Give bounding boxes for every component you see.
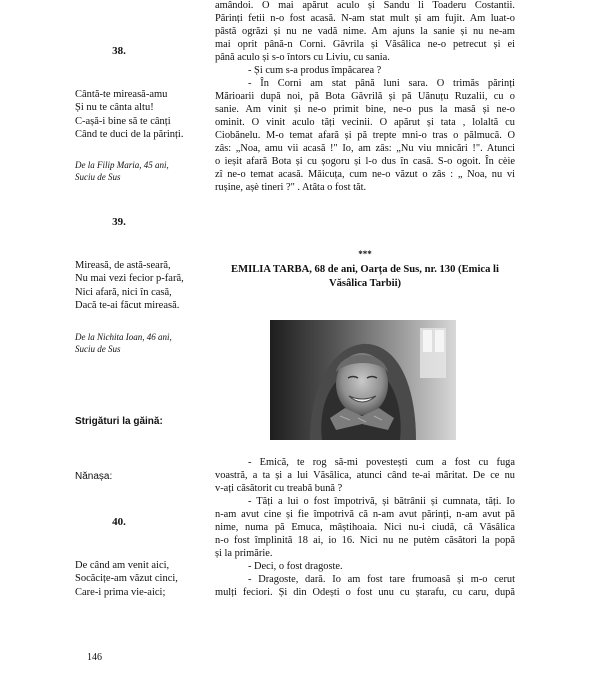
section-heading: Strigături la găină: [75, 416, 163, 427]
poem-39 [75, 259, 184, 312]
text-line: o ieșit afară Bota și cu șogoru și l-o dus în casă. S-o ogoit. În cèie [215, 156, 515, 167]
page-number: 146 [87, 652, 102, 663]
poem-40 [75, 559, 178, 599]
poem-line: Nici afară, nici în casă, [75, 286, 172, 298]
text-line: mai oprit până-n Corni. Găvrila și Văsâlica ne-o petrecut și ei [215, 39, 515, 50]
text-line: n-o fost împlinită 18 ai, io 16. Nici nu ne putèm căsători la popă [215, 535, 515, 546]
text-line: rușine, așè tineri ?" . Atâta o fost tăt. [215, 182, 367, 193]
text-line: pâstă ogrăzi și nu ne vadă nime. Am ajuns la sanie și nu ne-am [215, 26, 515, 37]
portrait-photo [270, 320, 456, 440]
section-separator: *** [358, 249, 372, 259]
text-line: - Emică, te rog să-mi povestești cum a fost cu fuga [248, 457, 515, 468]
poem-39-source [75, 331, 172, 355]
text-line: zâs: „Noa, amu vii acasă !" Io, am zâs: „Nu viu mnicări !". Atunci [215, 143, 515, 154]
portrait-illustration [270, 320, 456, 440]
poem-line: Când te duci de la părinți. [75, 128, 184, 140]
text-line: Părinți fetii n-o fost acasă. N-am stat mult și am fujit. Am luat-o [215, 13, 515, 24]
text-line: amândoi. O mai apărut aculo și Sandu li Toaderu Costantii. [215, 0, 515, 11]
text-line: până aculo și s-o întors cu Liviu, cu sania. [215, 52, 390, 63]
poem-line: Și nu te cânta altu! [75, 102, 154, 114]
text-line: Ciobănelu. M-o temat afară și pă trepte mni-o tras o pălmucă. O [215, 130, 515, 141]
narrative-bottom [215, 456, 515, 599]
poem-38-source [75, 159, 169, 183]
poem-38 [75, 88, 183, 141]
text-line: sanie. Am vinit și ne-o primit bine, ne-o pus la masă și ne-o [215, 104, 515, 115]
poem-line: Nu mai vezi fecior p-fară, [75, 273, 184, 285]
text-line: voastră, a ta și a lui Văsâlica, atunci când te-ai măritat. De ce nu [215, 470, 515, 481]
poem-line: Care-i prima vie-aici; [75, 586, 166, 598]
text-line: v-ați căsătorit cu treabă bună ? [215, 483, 343, 494]
text-line: nime, numa pă Emuca, mâștihoaia. Nici nu-i ciudă, că Văsâlica [215, 522, 515, 533]
poem-line: De când am venit aici, [75, 560, 170, 571]
source-line: De la Filip Maria, 45 ani, [75, 160, 169, 170]
source-line: Suciu de Sus [75, 344, 121, 354]
poem-line: Mireasă, de astă-seară, [75, 260, 171, 271]
text-line: ominit. O vinit aculo tăți vecinii. O apărut și tata , lolaltă cu [215, 117, 515, 128]
poem-number-38: 38. [112, 45, 126, 57]
narrative-top [215, 0, 515, 194]
poem-number-39: 39. [112, 216, 126, 228]
nanasa-label: Nănașa: [75, 471, 113, 482]
poem-line: Dacă te-ai făcut mireasă. [75, 299, 180, 311]
source-line: Suciu de Sus [75, 172, 121, 182]
text-line: - Dragoste, dară. Io am fost tare frumoasă și m-o cerut [248, 574, 515, 585]
text-line: Mărioarii după noi, pă Bota Găvrilă și pă Uănuțu Ruzalii, cu o [215, 91, 515, 102]
text-line: - În Corni am stat până luni sara. O trimăs părinți [248, 78, 515, 89]
text-line: - Deci, o fost dragoste. [248, 561, 343, 572]
text-line: - Și cum s-a produs împăcarea ? [248, 65, 382, 76]
text-line: mulți feciori. Și din Odești o fost unu cu ștarafu, cu caru, după [215, 587, 515, 598]
poem-line: Cântă-te mireasă-amu [75, 89, 168, 100]
text-line: - Tăți a lui o fost împotrivă, și bătrânii și cumnata, tăți. Io [248, 496, 515, 507]
interview-title: EMILIA TARBA, 68 de ani, Oarța de Sus, nr. 130 (Emica li Văsâlica Tarbii) [231, 264, 499, 289]
text-line: n-am avut cine și fie împotrivă că n-am avut părinți, n-am avut pă [215, 509, 515, 520]
poem-line: Socăcițe-am văzut cinci, [75, 573, 178, 585]
text-line: și la primărie. [215, 548, 273, 559]
poem-number-40: 40. [112, 516, 126, 528]
poem-line: C-așă-i bine să te cânți [75, 115, 171, 127]
source-line: De la Nichita Ioan, 46 ani, [75, 332, 172, 342]
text-line: zî ne-o temat acasă. Măicuța, cum ne-o văzut o zâs : „ Noa, nu vi [215, 169, 515, 180]
